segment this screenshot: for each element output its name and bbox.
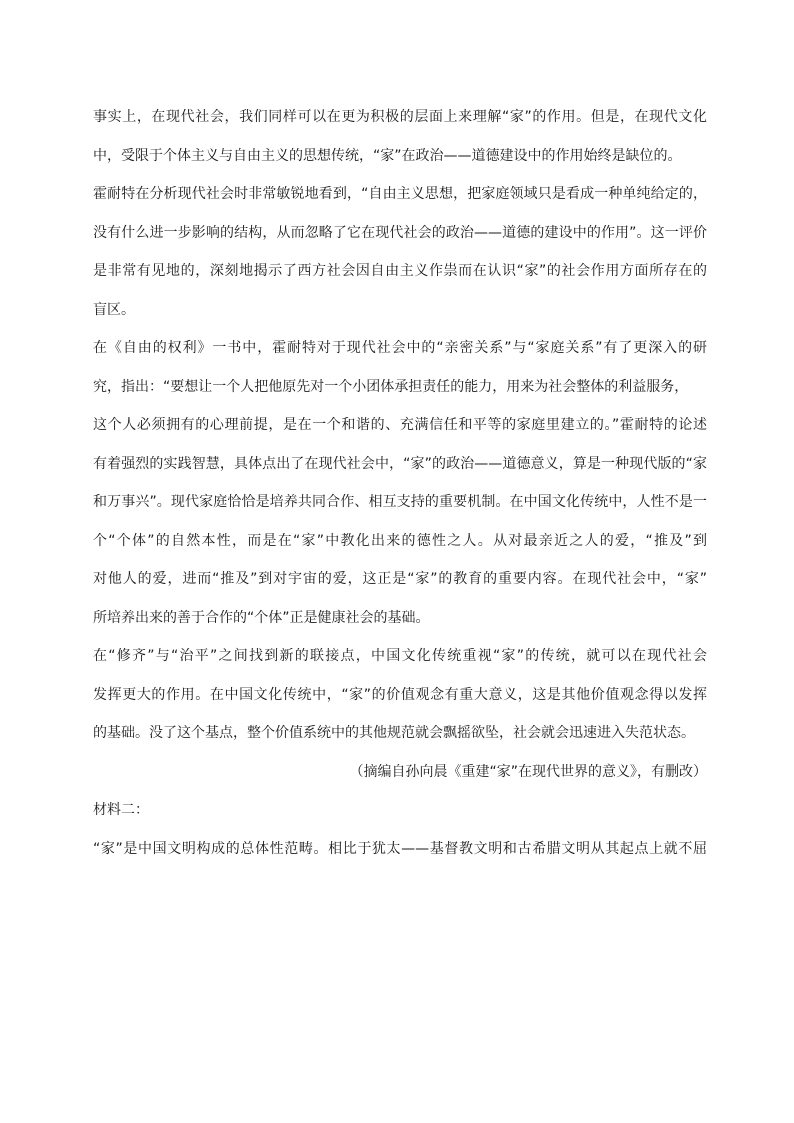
paragraph-line: 霍耐特在分析现代社会时非常敏锐地看到，“自由主义思想，把家庭领域只是看成一种单纯给定的， <box>93 186 707 202</box>
paragraph-line: 究，指出：“要想让一个人把他原先对一个小团体承担责任的能力，用来为社会整体的利益服务， <box>93 378 689 395</box>
paragraph-line: 个“个体”的自然本性，而是在“家”中教化出来的德性之人。从对最亲近之人的爱，“推及”到 <box>93 532 707 549</box>
paragraph-line: 发挥更大的作用。在中国文化传统中，“家”的价值观念有重大意义，这是其他价值观念得以发挥 <box>93 686 707 703</box>
document-page <box>93 98 707 868</box>
section-heading: 材料二： <box>93 802 149 818</box>
paragraph-line: 事实上，在现代社会，我们同样可以在更为积极的层面上来理解“家”的作用。但是，在现代文化 <box>93 109 707 125</box>
paragraph-line: 的基础。没了这个基点，整个价值系统中的其他规范就会飘摇欲坠，社会就会迅速进入失范状态。 <box>93 725 695 741</box>
paragraph-line: 这个人必须拥有的心理前提，是在一个和谐的、充满信任和平等的家庭里建立的。”霍耐特的论述 <box>93 417 707 433</box>
paragraph-line: 有着强烈的实践智慧，具体点出了在现代社会中，“家”的政治——道德意义，算是一种现代版的“家 <box>93 455 707 472</box>
paragraph-line: 盲区。 <box>93 301 135 318</box>
paragraph-line: “家”是中国文明构成的总体性范畴。相比于犹太——基督教文明和古希腊文明从其起点上就不屈 <box>93 840 707 857</box>
paragraph-line: 和万事兴”。现代家庭恰恰是培养共同合作、相互支持的重要机制。在中国文化传统中，人性不是一 <box>93 494 707 510</box>
paragraph-line: 是非常有见地的，深刻地揭示了西方社会因自由主义作祟而在认识“家”的社会作用方面所存在的 <box>93 263 707 279</box>
paragraph-line: 所培养出来的善于合作的“个体”正是健康社会的基础。 <box>93 609 430 626</box>
source-citation: （摘编自孙向晨《重建“家”在现代世界的意义》，有删改） <box>349 763 707 780</box>
paragraph-line: 在“修齐”与“治平”之间找到新的联接点，中国文化传统重视“家”的传统，就可以在现代社会 <box>93 648 707 664</box>
paragraph-line: 没有什么进一步影响的结构，从而忽略了它在现代社会的政治——道德的建设中的作用”。这一评价 <box>93 224 707 241</box>
paragraph-line: 在《自由的权利》一书中，霍耐特对于现代社会中的“亲密关系”与“家庭关系”有了更深入的研 <box>93 340 707 356</box>
paragraph-line: 中，受限于个体主义与自由主义的思想传统，“家”在政治——道德建设中的作用始终是缺位的。 <box>93 147 682 164</box>
paragraph-line: 对他人的爱，进而“推及”到对宇宙的爱，这正是“家”的教育的重要内容。在现代社会中，“家” <box>93 571 707 587</box>
